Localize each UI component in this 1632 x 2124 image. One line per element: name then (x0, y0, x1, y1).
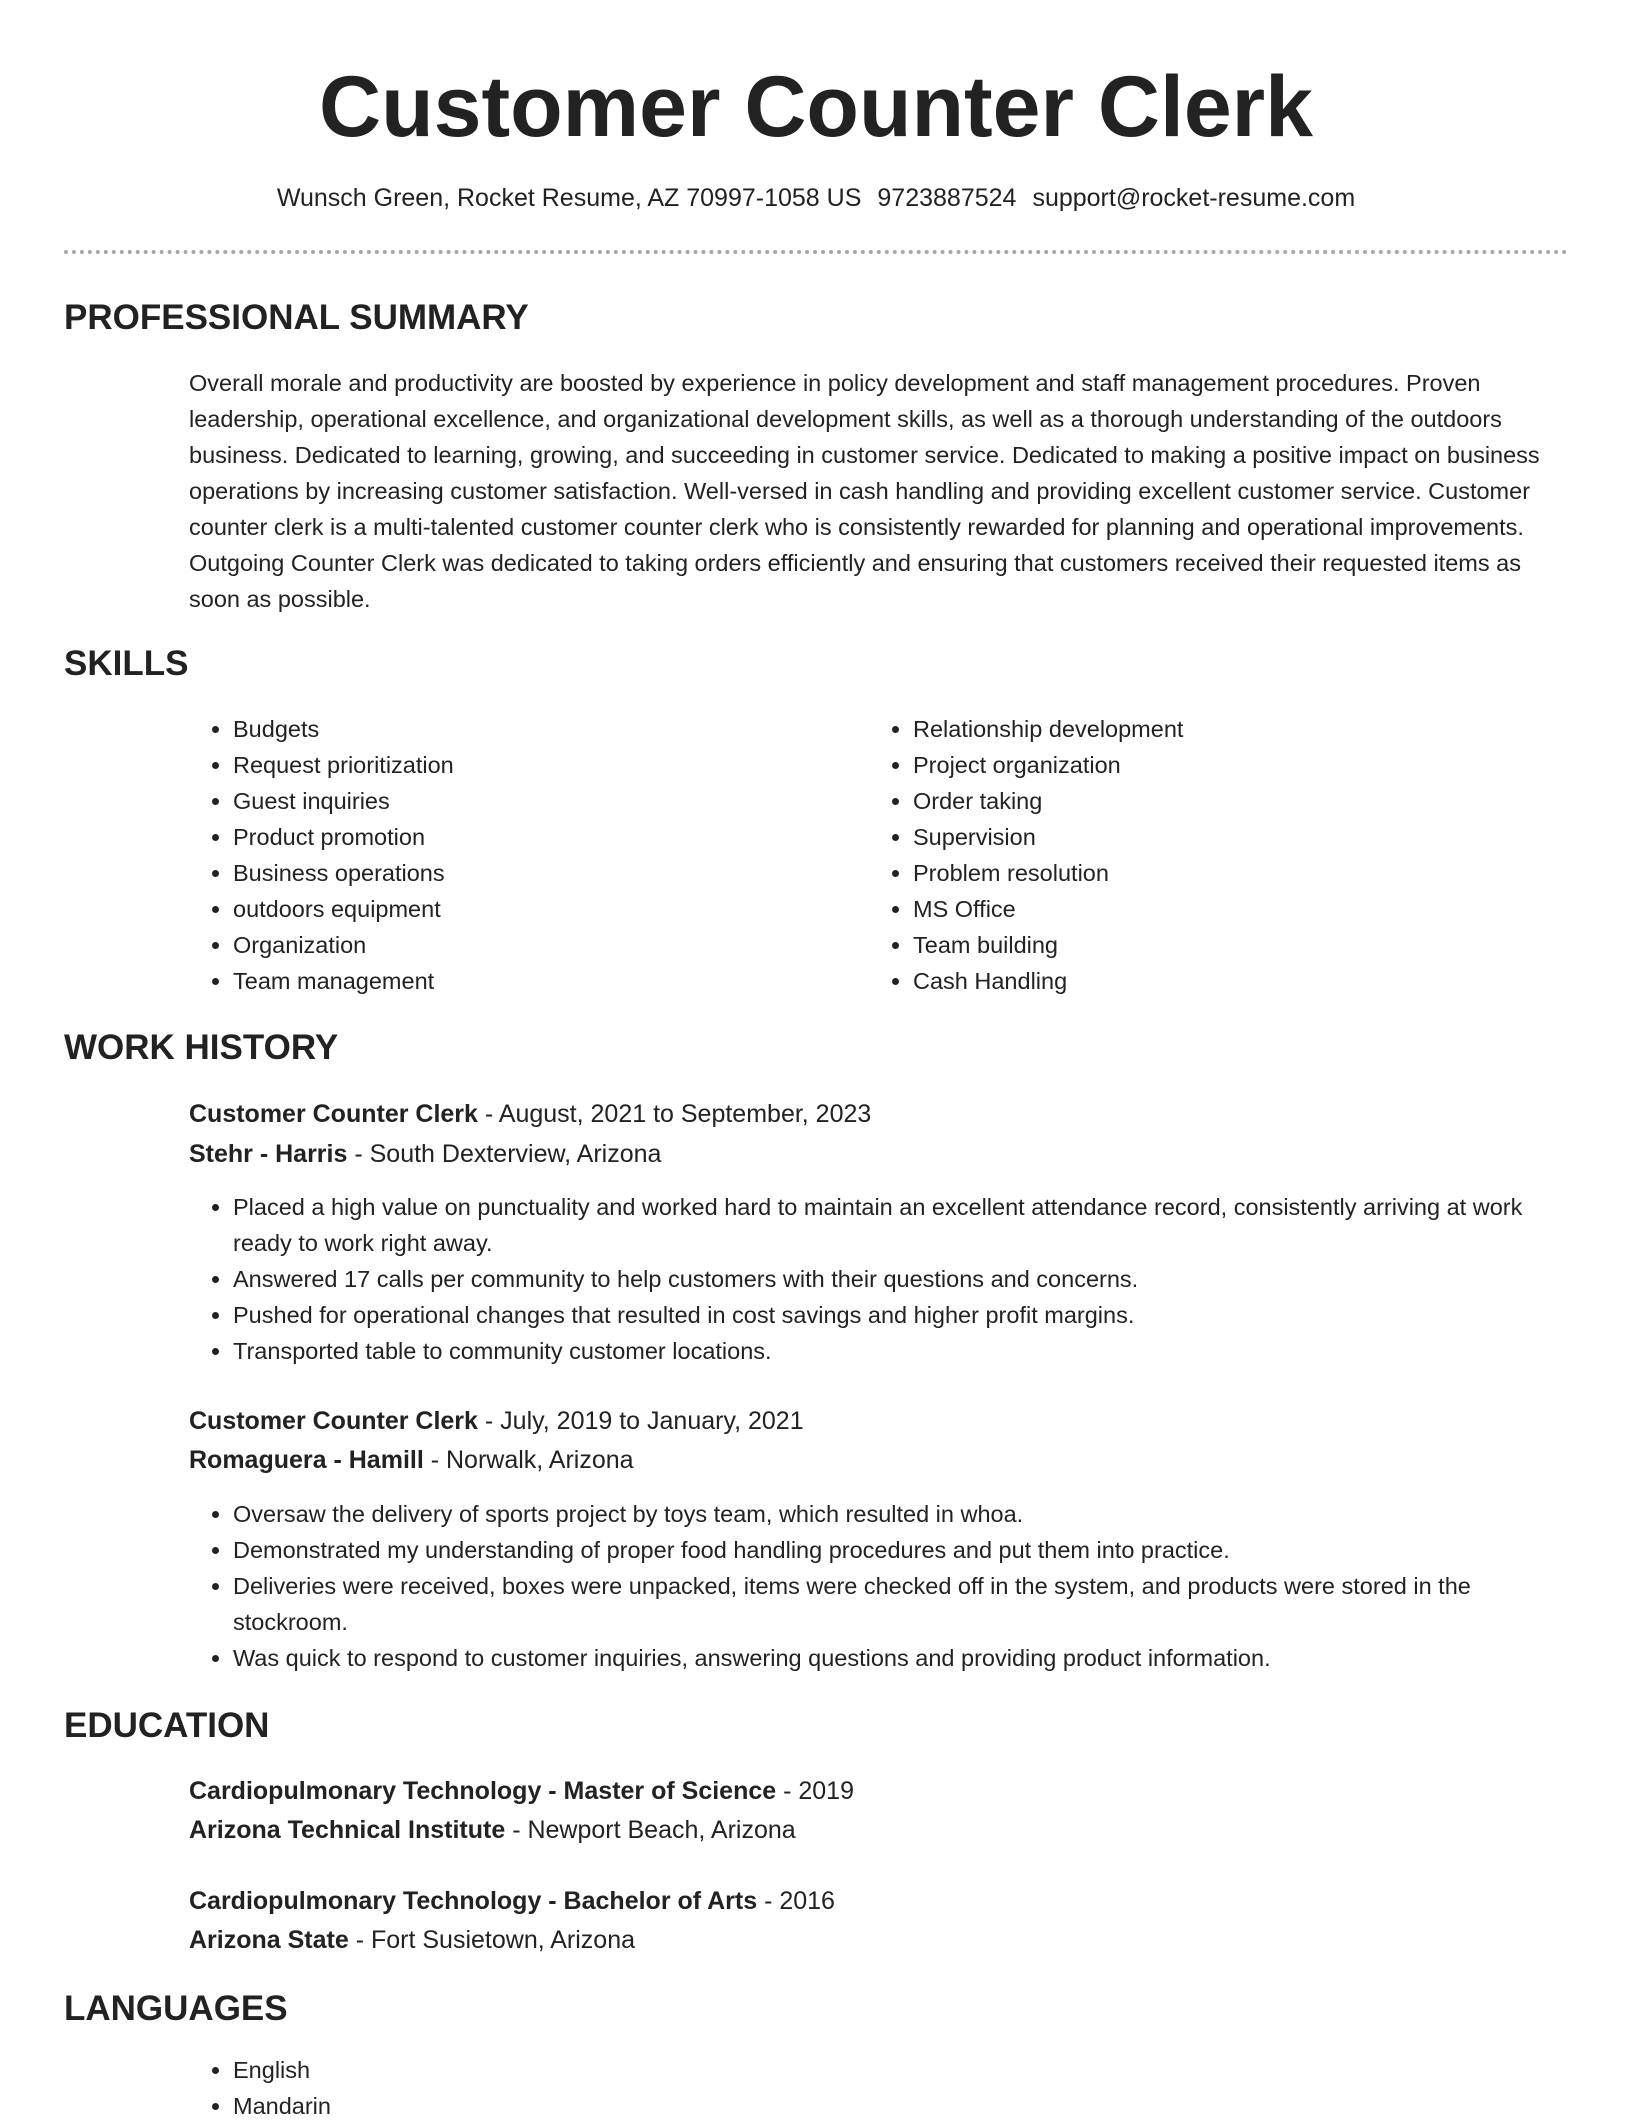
header-divider (64, 250, 1568, 254)
education-year: 2016 (779, 1887, 835, 1915)
job-title-line: Customer Counter Clerk - July, 2019 to January, 2021 (189, 1407, 804, 1435)
contact-line (0, 180, 1632, 216)
education-location: Fort Susietown, Arizona (370, 1926, 635, 1954)
skills-list-left (189, 711, 809, 999)
job-duty-item: • Demonstrated my understanding of proper food handling procedures and put them into practice. (233, 1532, 1564, 1568)
languages-list (189, 2052, 1564, 2124)
skill-item: • Relationship development (913, 711, 1489, 747)
skill-item: • Project organization (913, 747, 1489, 783)
education-school-line: Arizona Technical Institute - Newport Beach, Arizona (189, 1816, 796, 1844)
job-company-line: Stehr - Harris - South Dexterview, Arizona (189, 1140, 662, 1168)
education-degree: Cardiopulmonary Technology - Bachelor of Arts (189, 1887, 758, 1915)
candidate-name: Customer Counter Clerk (319, 59, 1313, 155)
skills-heading: SKILLS (64, 644, 189, 683)
job-duties (189, 1189, 1564, 1369)
language-item: • English (233, 2052, 1564, 2088)
skill-item: • Problem resolution (913, 855, 1489, 891)
skill-item: • Order taking (913, 783, 1489, 819)
contact-email[interactable]: support@rocket-resume.com (1032, 184, 1356, 212)
summary-heading: PROFESSIONAL SUMMARY (64, 298, 529, 337)
job-title-line: Customer Counter Clerk - August, 2021 to September, 2023 (189, 1100, 872, 1128)
education-location: Newport Beach, Arizona (527, 1816, 796, 1844)
languages-heading: LANGUAGES (64, 1989, 288, 2028)
contact-address: Wunsch Green, Rocket Resume, AZ 70997-1058 US (276, 184, 862, 212)
language-item: • Mandarin (233, 2088, 1564, 2124)
skill-item: • Cash Handling (913, 963, 1489, 999)
skills-column-left (189, 711, 809, 999)
job-role: Customer Counter Clerk (189, 1100, 478, 1128)
job-location: South Dexterview, Arizona (369, 1140, 662, 1168)
skill-item: • Organization (233, 927, 809, 963)
job-dates: July, 2019 to January, 2021 (500, 1407, 804, 1435)
skill-item: • Budgets (233, 711, 809, 747)
education-school: Arizona Technical Institute (189, 1816, 506, 1844)
skill-item: • MS Office (913, 891, 1489, 927)
education-degree-line: Cardiopulmonary Technology - Master of Science - 2019 (189, 1777, 854, 1805)
work-history-heading: WORK HISTORY (64, 1028, 339, 1067)
contact-phone: 9723887524 (877, 184, 1017, 212)
skill-item: • Supervision (913, 819, 1489, 855)
job-role: Customer Counter Clerk (189, 1407, 478, 1435)
job-company: Stehr - Harris (189, 1140, 348, 1168)
job-duties-list (189, 1189, 1564, 1369)
education-school: Arizona State (189, 1926, 349, 1954)
skill-item: • Team management (233, 963, 809, 999)
job-location: Norwalk, Arizona (446, 1446, 634, 1474)
job-company-line: Romaguera - Hamill - Norwalk, Arizona (189, 1446, 634, 1474)
summary-text: Overall morale and productivity are boosted by experience in policy development and staff management procedures. Proven leadership, operational excellence, and organizational development skills, as well as a thorough understanding of the outdoors business. Dedicated to learning, growing, and succeeding in customer service. Dedicated to making a positive impact on business operations by increasing customer satisfaction. Well-versed in cash handling and providing excellent customer service. Customer counter clerk is a multi-talented customer counter clerk who is consistently rewarded for planning and operational improvements. Outgoing Counter Clerk was dedicated to taking orders efficiently and ensuring that customers received their requested items as soon as possible. (189, 370, 1540, 612)
education-degree: Cardiopulmonary Technology - Master of Science (189, 1777, 777, 1805)
skill-item: • Guest inquiries (233, 783, 809, 819)
job-duty-item: • Transported table to community customer locations. (233, 1333, 1564, 1369)
job-dates: August, 2021 to September, 2023 (498, 1100, 872, 1128)
skill-item: • Business operations (233, 855, 809, 891)
education-degree-line: Cardiopulmonary Technology - Bachelor of Arts - 2016 (189, 1887, 835, 1915)
skill-item: • Request prioritization (233, 747, 809, 783)
job-duty-item: • Was quick to respond to customer inquiries, answering questions and providing product information. (233, 1640, 1564, 1676)
education-heading: EDUCATION (64, 1706, 270, 1745)
job-duty-item: • Placed a high value on punctuality and worked hard to maintain an excellent attendance record, consistently arriving at work ready to work right away. (233, 1189, 1564, 1261)
skill-item: • Product promotion (233, 819, 809, 855)
job-company: Romaguera - Hamill (189, 1446, 424, 1474)
languages-block (189, 2052, 1564, 2124)
job-duty-item: • Oversaw the delivery of sports project by toys team, which resulted in whoa. (233, 1496, 1564, 1532)
job-duty-item: • Answered 17 calls per community to help customers with their questions and concerns. (233, 1261, 1564, 1297)
skill-item: • outdoors equipment (233, 891, 809, 927)
job-duty-item: • Pushed for operational changes that resulted in cost savings and higher profit margins. (233, 1297, 1564, 1333)
job-duties (189, 1496, 1564, 1676)
job-duties-list (189, 1496, 1564, 1676)
skills-list-right (869, 711, 1489, 999)
education-school-line: Arizona State - Fort Susietown, Arizona (189, 1926, 635, 1954)
skills-column-right (869, 711, 1489, 999)
education-year: 2019 (798, 1777, 854, 1805)
job-duty-item: • Deliveries were received, boxes were unpacked, items were checked off in the system, and products were stored in the stockroom. (233, 1568, 1564, 1640)
skill-item: • Team building (913, 927, 1489, 963)
